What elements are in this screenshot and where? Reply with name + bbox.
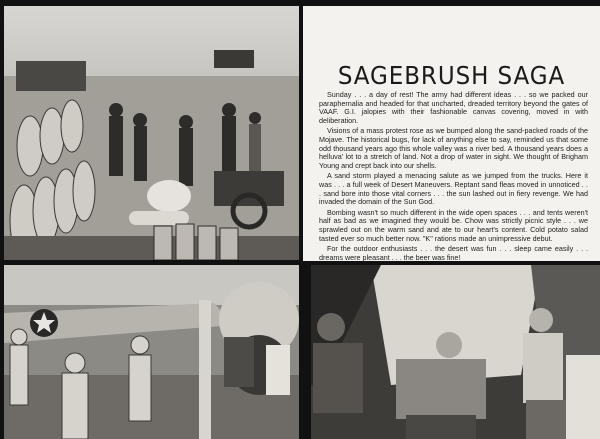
article-body xyxy=(319,91,588,264)
photo-airplane-crew-image xyxy=(4,265,299,439)
photo-tent-soldiers xyxy=(311,265,600,439)
article-paragraph: Bombing wasn't so much different in the wide open spaces . . . and tents weren't half as bad as we imagined they would be. Chow was strictly picnic style . . . we sprawled out on the warm sand and ate to our heart's content. Cold potato salad tasted ever so much better now. "K" rations made an unimpressive debut. xyxy=(319,207,588,243)
photo-airplane-crew xyxy=(4,265,299,439)
article-panel xyxy=(303,6,600,261)
photo-bomb-loading xyxy=(4,6,299,260)
article-title: SAGEBRUSH SAGA xyxy=(337,61,566,90)
article-paragraph: Sunday . . . a day of rest! The army had different ideas . . . so we packed our paraphernalia and headed for that uncharted, dreaded territory beyond the gates of VAAF. G.I. jalopies with their fashionable canvas covering, moved in with deliberation. xyxy=(319,90,588,125)
photo-tent-soldiers-image xyxy=(311,265,600,439)
photo-bomb-loading-image xyxy=(4,6,299,260)
article-paragraph: A sand storm played a menacing salute as we jumped from the trucks. Here it was . . . a full week of Desert Maneuvers. Reptant sand fleas moved in unnoticed . . . sand bore into those vital corners . . . the sun lashed out in fiery revenge. We had invaded the domain of the Sun God. xyxy=(319,171,588,207)
article-paragraph: Visions of a mass protest rose as we bumped along the sand-packed roads of the Mojave. The historical bugs, for lack of anything else to say, reminded us that some odd thousand years ago this whole valley was a river bed. A thousand years does a helluva' lot to a stretch of land. Not a drop of water in sight. We thought of Brigham Young and crept back into our shells. xyxy=(319,126,588,170)
article-paragraph: For the outdoor enthusiasts . . . the desert was fun . . . sleep came easily . . . dreams were pleasant . . . the beer was fine! xyxy=(319,244,588,262)
